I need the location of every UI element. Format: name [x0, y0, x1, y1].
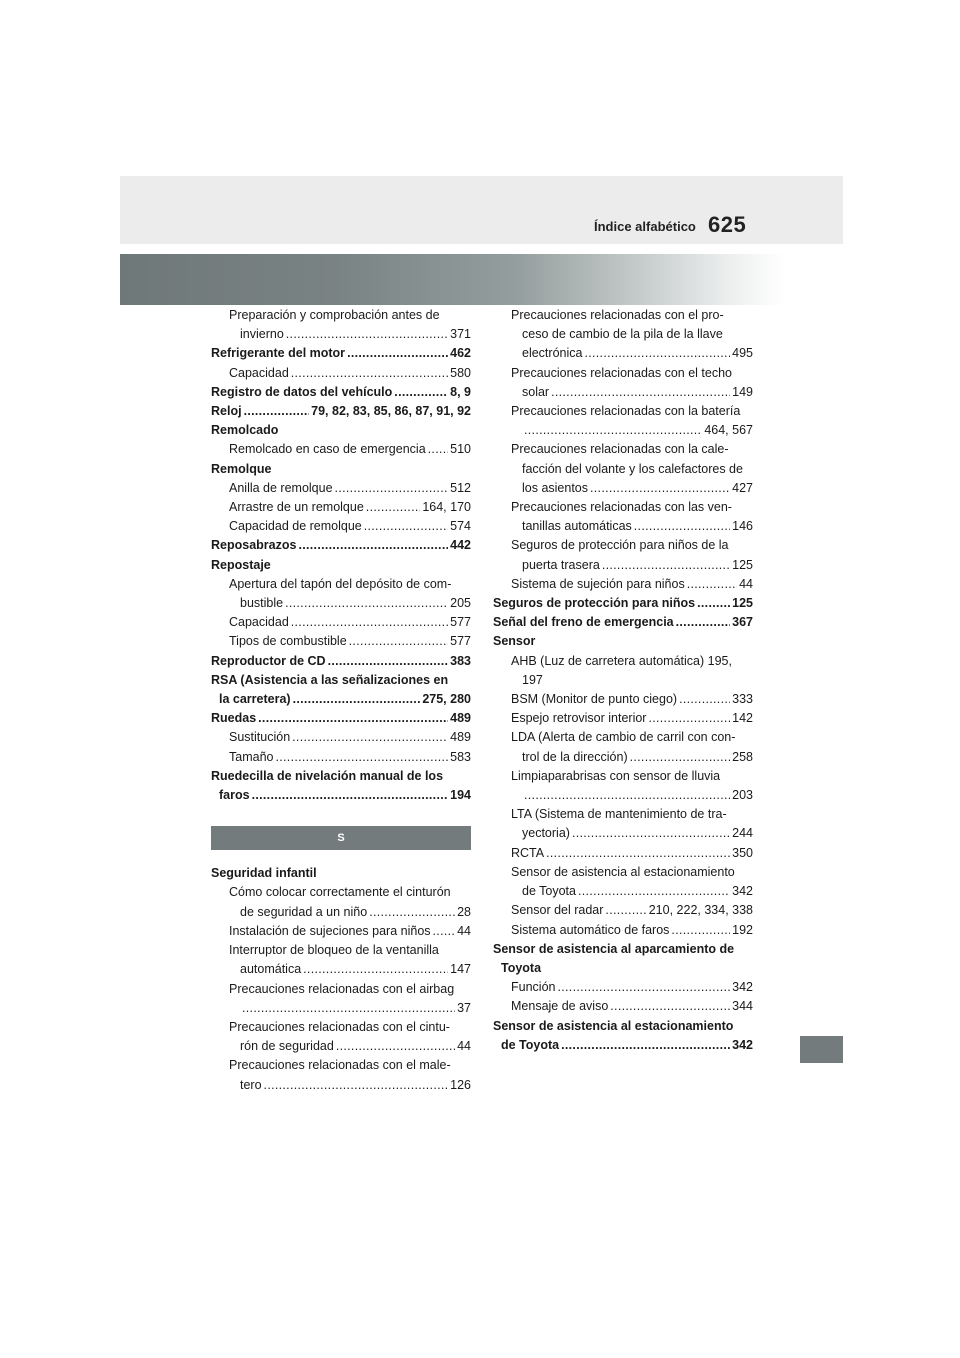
index-heading: Repostaje — [211, 557, 271, 572]
page-ref: 464, 567 — [704, 423, 753, 438]
page-ref: 44 — [457, 923, 471, 938]
index-entry — [211, 999, 471, 1018]
page-ref: 194 — [450, 788, 471, 803]
page-ref: 462 — [450, 346, 471, 361]
index-entry: Precauciones relacionadas con el airbag — [229, 981, 455, 996]
letter-divider-s: S — [211, 826, 471, 850]
page-ref: 79, 82, 83, 85, 86, 87, 91, 92 — [311, 404, 471, 419]
index-entry: Tamaño ..... 583 — [211, 748, 471, 767]
page-ref: 44 — [457, 1039, 471, 1054]
index-entry: Precauciones relacionadas con el pro- — [511, 308, 724, 322]
index-entry: facción del volante y los calefactores de — [522, 461, 743, 476]
index-entry: de seguridad a un niño ..... 28 — [211, 903, 471, 922]
page-ref: 367 — [732, 615, 753, 630]
index-heading: Seguridad infantil — [211, 866, 317, 881]
page-ref: 147 — [450, 962, 471, 977]
index-entry: Sustitución ..... 489 — [211, 728, 471, 747]
page-ref: 126 — [450, 1077, 471, 1092]
index-entry: Precauciones relacionadas con el techo — [511, 365, 732, 380]
index-entry: tero ..... 126 — [211, 1076, 471, 1095]
index-heading: Ruedas ..... 489 — [211, 709, 471, 728]
index-entry: Precauciones relacionadas con la batería — [511, 404, 741, 419]
page-number: 625 — [708, 212, 747, 237]
header-gradient-bar — [120, 254, 843, 305]
index-entry: Interruptor de bloqueo de la ventanilla — [229, 943, 439, 958]
index-entry: Cómo colocar correctamente el cinturón — [229, 885, 451, 900]
page-ref: 342 — [732, 884, 753, 899]
page-ref: 350 — [732, 845, 753, 860]
index-entry: Anilla de remolque ..... 512 — [211, 479, 471, 498]
index-entry: Precauciones relacionadas con las ven- — [511, 500, 732, 515]
index-entry: automática ..... 147 — [211, 960, 471, 979]
page-ref: 583 — [450, 749, 471, 764]
page-ref: 383 — [450, 653, 471, 668]
page-ref: 8, 9 — [450, 384, 471, 399]
index-heading: Señal del freno de emergencia ..... 367 — [493, 613, 753, 632]
chapter-side-tab — [800, 1036, 843, 1063]
page-ref: 577 — [450, 615, 471, 630]
index-column-left — [211, 306, 471, 1095]
index-entry: puerta trasera ..... 125 — [493, 556, 753, 575]
page-ref: 142 — [732, 711, 753, 726]
index-entry: BSM (Monitor de punto ciego) ..... 333 — [493, 690, 753, 709]
page-ref: 344 — [732, 999, 753, 1014]
index-heading: Sensor de asistencia al aparcamiento de — [493, 941, 735, 956]
index-heading: Sensor — [493, 634, 536, 649]
page-ref: 164, 170 — [422, 500, 471, 515]
index-heading: Remolque — [211, 461, 272, 476]
index-heading: Toyota — [501, 960, 542, 975]
index-heading: Reloj ..... 79, 82, 83, 85, 86, 87, 91, 92 — [211, 402, 471, 421]
index-entry: Sistema de sujeción para niños ..... 44 — [493, 575, 753, 594]
page-ref: 28 — [457, 904, 471, 919]
index-heading: la carretera) ..... 275, 280 — [211, 690, 471, 709]
index-entry: ceso de cambio de la pila de la llave — [522, 327, 723, 342]
page-ref: 205 — [450, 596, 471, 611]
index-entry: rón de seguridad ..... 44 — [211, 1037, 471, 1056]
section-title: Índice alfabético — [594, 219, 696, 234]
index-heading: Seguros de protección para niños ..... 125 — [493, 594, 753, 613]
index-entry: los asientos ..... 427 — [493, 479, 753, 498]
index-entry: Sistema automático de faros ..... 192 — [493, 921, 753, 940]
index-entry: electrónica ..... 495 — [493, 344, 753, 363]
index-entry: Capacidad ..... 577 — [211, 613, 471, 632]
page-ref: 210, 222, 334, 338 — [648, 903, 753, 918]
index-entry: 197 — [522, 672, 543, 687]
index-heading: Registro de datos del vehículo ..... 8, 9 — [211, 383, 471, 402]
page-ref: 342 — [732, 980, 753, 995]
index-entry: trol de la dirección) ..... 258 — [493, 748, 753, 767]
index-entry: tanillas automáticas ..... 146 — [493, 517, 753, 536]
index-heading: Reposabrazos ..... 442 — [211, 536, 471, 555]
page-ref: 512 — [450, 480, 471, 495]
page-ref: 427 — [732, 480, 753, 495]
index-heading: faros ..... 194 — [211, 786, 471, 805]
index-entry — [493, 786, 753, 805]
page-ref: 192 — [732, 922, 753, 937]
index-entry: Mensaje de aviso ..... 344 — [493, 997, 753, 1016]
page-ref: 244 — [732, 826, 753, 841]
index-column-right — [493, 306, 753, 1055]
page-ref: 258 — [732, 749, 753, 764]
index-entry: Precauciones relacionadas con el male- — [229, 1058, 451, 1073]
page-ref: 371 — [450, 327, 471, 342]
index-heading: Reproductor de CD ..... 383 — [211, 652, 471, 671]
index-heading: Remolcado — [211, 423, 279, 438]
index-entry: Función ..... 342 — [493, 978, 753, 997]
index-entry: Sensor del radar ..... 210, 222, 334, 338 — [493, 901, 753, 920]
index-entry: Capacidad ..... 580 — [211, 364, 471, 383]
page-ref: 37 — [457, 1000, 471, 1015]
page-ref: 577 — [450, 634, 471, 649]
index-entry: LDA (Alerta de cambio de carril con con- — [511, 730, 736, 745]
index-entry: yectoria) ..... 244 — [493, 824, 753, 843]
index-heading: Ruedecilla de nivelación manual de los — [211, 768, 444, 783]
index-entry: Tipos de combustible ..... 577 — [211, 632, 471, 651]
page-ref: 146 — [732, 519, 753, 534]
index-entry: Arrastre de un remolque ..... 164, 170 — [211, 498, 471, 517]
index-entry: LTA (Sistema de mantenimiento de tra- — [511, 807, 727, 822]
page-ref: 580 — [450, 365, 471, 380]
page-ref: 44 — [739, 576, 753, 591]
index-entry: invierno ..... 371 — [211, 325, 471, 344]
page-ref: 495 — [732, 346, 753, 361]
index-entry: bustible ..... 205 — [211, 594, 471, 613]
index-entry: Espejo retrovisor interior ..... 142 — [493, 709, 753, 728]
index-entry: de Toyota ..... 342 — [493, 882, 753, 901]
page-ref: 574 — [450, 519, 471, 534]
index-entry — [493, 421, 753, 440]
page-ref: 489 — [450, 730, 471, 745]
index-entry: Sensor de asistencia al estacionamiento — [511, 864, 735, 879]
index-entry: solar ..... 149 — [493, 383, 753, 402]
index-heading: Refrigerante del motor ..... 462 — [211, 344, 471, 363]
page-ref: 125 — [732, 557, 753, 572]
index-heading: RSA (Asistencia a las señalizaciones en — [211, 672, 449, 687]
index-entry: Limpiaparabrisas con sensor de lluvia — [511, 768, 721, 783]
index-entry: AHB (Luz de carretera automática) 195, — [511, 653, 732, 668]
page-ref: 489 — [450, 711, 471, 726]
page-ref: 342 — [732, 1037, 753, 1052]
page-ref: 149 — [732, 384, 753, 399]
index-heading: Sensor de asistencia al estacionamiento — [493, 1018, 734, 1033]
index-entry: Capacidad de remolque ..... 574 — [211, 517, 471, 536]
index-entry: Precauciones relacionadas con el cintu- — [229, 1019, 450, 1034]
page-ref: 125 — [732, 596, 753, 611]
page-ref: 442 — [450, 538, 471, 553]
page-ref: 333 — [732, 692, 753, 707]
index-entry: Remolcado en caso de emergencia ..... 510 — [211, 440, 471, 459]
index-entry: Instalación de sujeciones para niños ..... 44 — [211, 922, 471, 941]
page-ref: 275, 280 — [422, 692, 471, 707]
index-entry: RCTA ..... 350 — [493, 844, 753, 863]
page-ref: 510 — [450, 442, 471, 457]
page-ref: 203 — [732, 788, 753, 803]
index-heading: de Toyota ..... 342 — [493, 1036, 753, 1055]
index-entry: Precauciones relacionadas con la cale- — [511, 442, 729, 457]
index-entry: Apertura del tapón del depósito de com- — [229, 576, 452, 591]
index-entry: Preparación y comprobación antes de — [229, 308, 440, 322]
index-entry: Seguros de protección para niños de la — [511, 538, 729, 553]
